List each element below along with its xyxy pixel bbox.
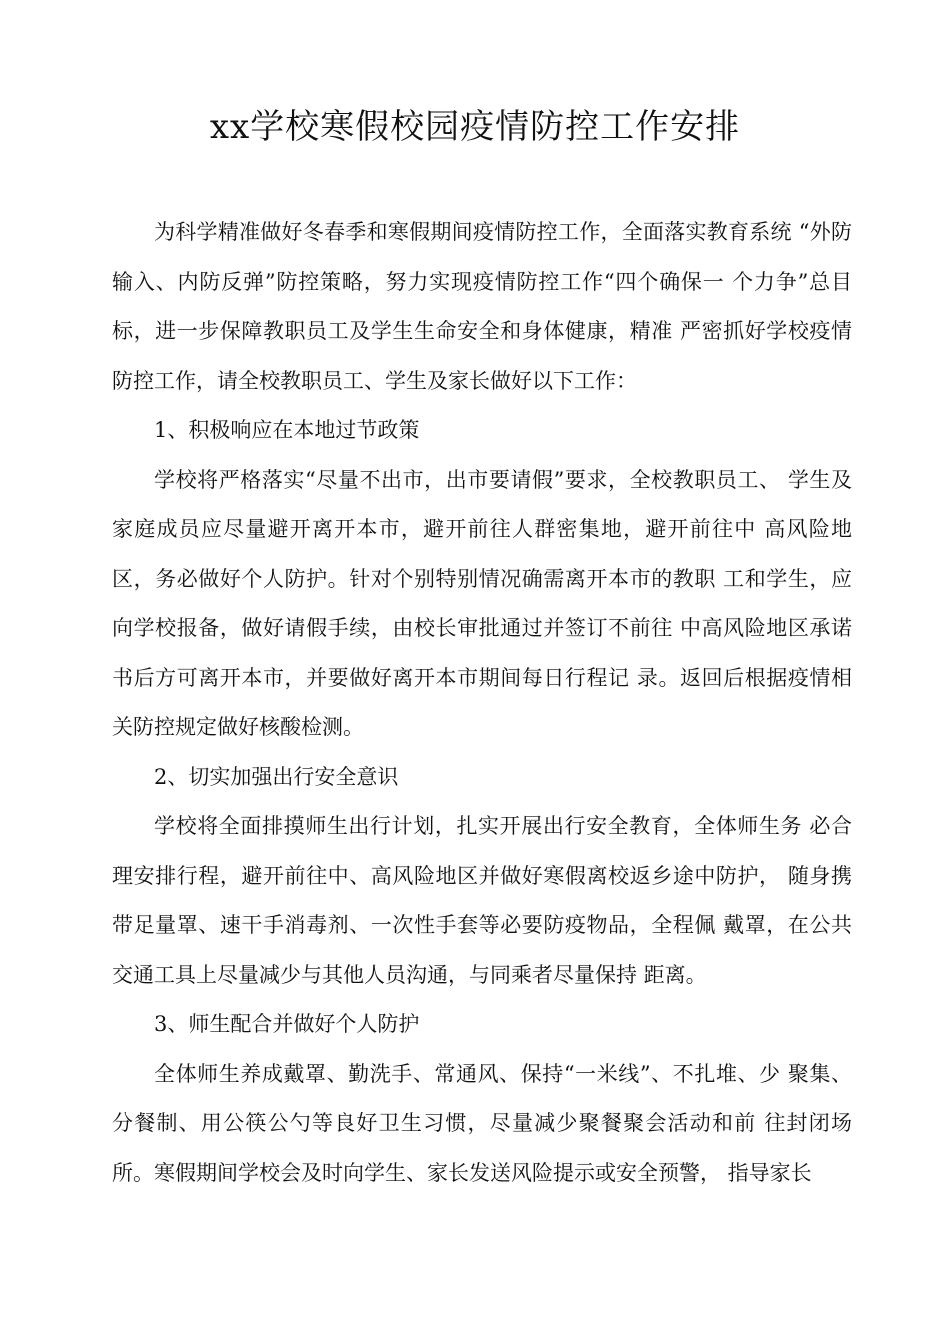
section-1-heading: 1、积极响应在本地过节政策 [154, 418, 420, 442]
section-3-paragraph: 全体师生养成戴罩、勤洗手、常通风、保持“一米线”、不扎堆、少 聚集、分餐制、用公筷公勺等良好卫生习惯，尽量减少聚餐聚会活动和前 往封闭场所。寒假期间学校会及时向学生、家长发送风险提示或安全预警， 指导家长 [112, 1061, 852, 1185]
intro-paragraph: 为科学精准做好冬春季和寒假期间疫情防控工作，全面落实教育系统 “外防输入、内防反弹”防控策略，努力实现疫情防控工作“四个确保一 个力争”总目标，进一步保障教职员工及学生生命安全和身体健康，精准 严密抓好学校疫情防控工作，请全校教职员工、学生及家长做好以下工作： [112, 220, 852, 393]
section-3-heading: 3、师生配合并做好个人防护 [154, 1012, 420, 1036]
section-2-paragraph: 学校将全面排摸师生出行计划，扎实开展出行安全教育，全体师生务 必合理安排行程，避开前往中、高风险地区并做好寒假离校返乡途中防护， 随身携带足量罩、速干手消毒剂、一次性手套等必要防疫物品，全程佩 戴罩，在公共交通工具上尽量减少与其他人员沟通，与同乘者尽量保持 距离。 [112, 814, 852, 987]
section-1-paragraph: 学校将严格落实“尽量不出市，出市要请假”要求，全校教职员工、 学生及家庭成员应尽量避开离开本市，避开前往人群密集地，避开前往中 高风险地区，务必做好个人防护。针对个别特别情况确需离开本市的教职 工和学生，应向学校报备，做好请假手续，由校长审批通过并签订不前往 中高风险地区承诺书后方可离开本市，并要做好离开本市期间每日行程记 录。返回后根据疫情相关防控规定做好核酸检测。 [112, 467, 852, 739]
document-title: xx学校寒假校园疫情防控工作安排 [209, 107, 741, 147]
document-body [112, 208, 852, 1198]
section-2-heading: 2、切实加强出行安全意识 [154, 764, 399, 789]
